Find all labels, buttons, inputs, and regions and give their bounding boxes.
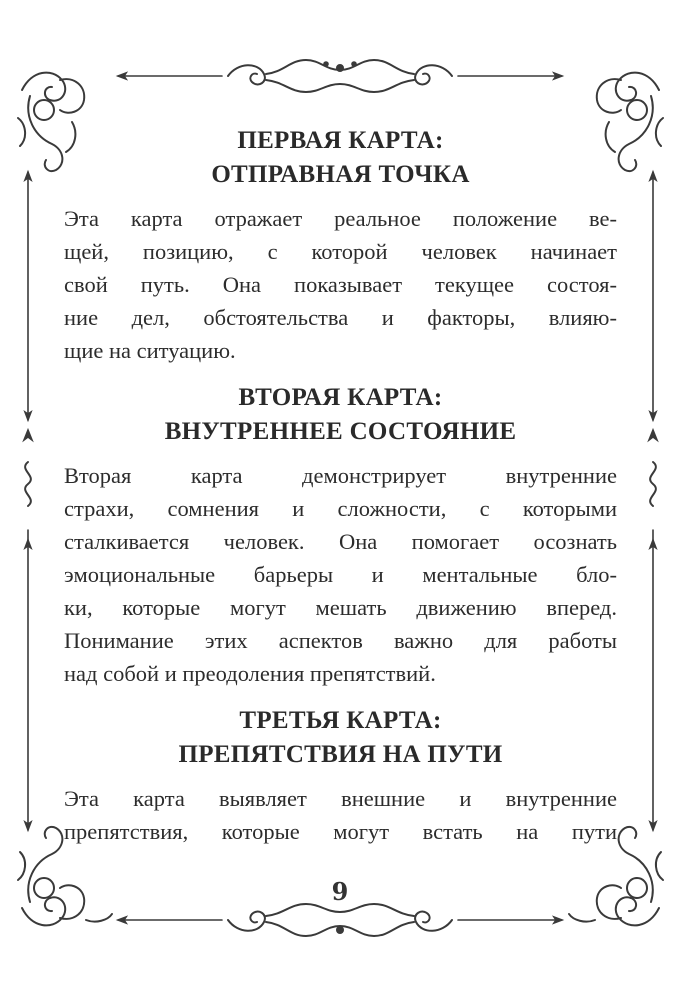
paragraph-line: препятствия, которые могут встать на пути <box>64 819 617 844</box>
heading-line: ПЕРВАЯ КАРТА: <box>237 127 444 154</box>
section-paragraph-first-card <box>64 202 617 367</box>
paragraph-line: ние дел, обстоятельства и факторы, влияю- <box>64 305 617 330</box>
section-heading-third-card <box>64 704 617 772</box>
page-number: 9 <box>331 877 349 906</box>
section-paragraph-third-card <box>64 782 617 848</box>
right-border-icon <box>649 172 657 830</box>
paragraph-line: страхи, сомнения и сложности, с которыми <box>64 496 617 521</box>
heading-line: ПРЕПЯТСТВИЯ НА ПУТИ <box>178 741 503 768</box>
bottom-swirl-scroll-icon <box>228 904 452 936</box>
heading-line: ВТОРАЯ КАРТА: <box>238 384 443 411</box>
top-divider-right-icon <box>458 73 562 79</box>
paragraph-line: Эта карта отражает реальное положение ве- <box>64 206 617 231</box>
paragraph-line: свой путь. Она показывает текущее состоя- <box>64 272 617 297</box>
heading-line: ОТПРАВНАЯ ТОЧКА <box>211 161 470 188</box>
bottom-divider-left-icon <box>118 917 222 923</box>
paragraph-line: Понимание этих аспектов важно для работы <box>64 628 617 653</box>
page-content <box>64 112 617 848</box>
top-swirl-scroll-icon <box>228 60 452 92</box>
section-heading-second-card <box>64 381 617 449</box>
paragraph-line: над собой и преодоления препятствий. <box>64 661 436 686</box>
paragraph-line: Эта карта выявляет внешние и внутренние <box>64 786 617 811</box>
section-paragraph-second-card <box>64 459 617 690</box>
top-divider-left-icon <box>118 73 222 79</box>
paragraph-line: щие на ситуацию. <box>64 338 236 363</box>
bottom-divider-right-icon <box>458 917 562 923</box>
heading-line: ВНУТРЕННЕЕ СОСТОЯНИЕ <box>164 418 517 445</box>
paragraph-line: щей, позицию, с которой человек начинает <box>64 239 617 264</box>
section-heading-first-card <box>64 124 617 192</box>
paragraph-line: Вторая карта демонстрирует внутренние <box>64 463 617 488</box>
heading-line: ТРЕТЬЯ КАРТА: <box>239 707 442 734</box>
paragraph-line: эмоциональные барьеры и ментальные бло- <box>64 562 617 587</box>
paragraph-line: сталкивается человек. Она помогает осознать <box>64 529 617 554</box>
paragraph-line: ки, которые могут мешать движению вперед. <box>64 595 617 620</box>
left-border-icon <box>24 172 32 830</box>
